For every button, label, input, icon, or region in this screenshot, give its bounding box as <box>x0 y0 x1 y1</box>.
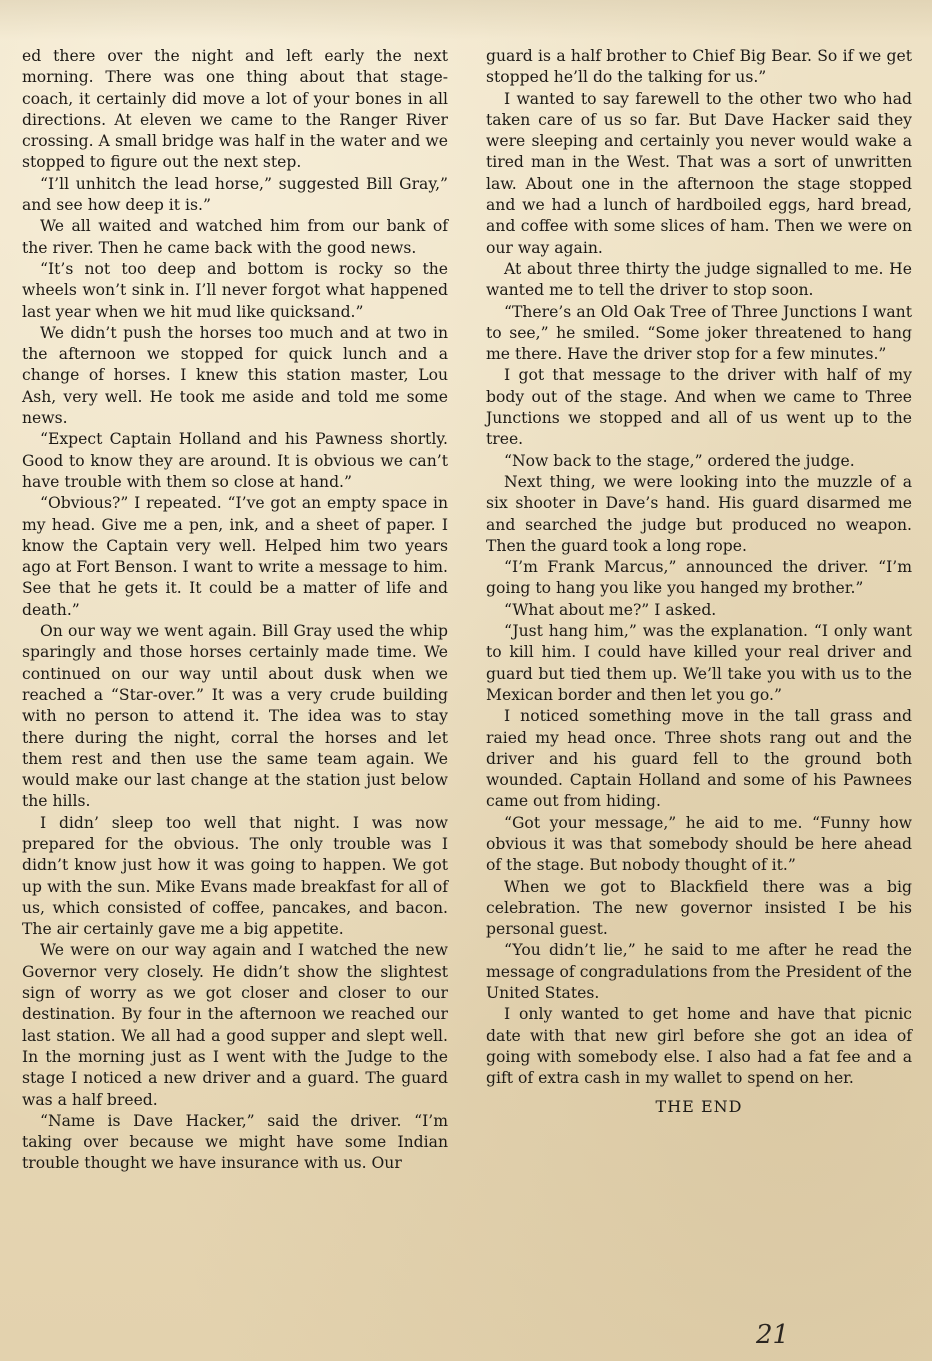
story-paragraph: “Expect Captain Holland and his Pawness shortly. Good to know they are around. It is obvious we can’t have trouble with them so close at hand.” <box>22 430 448 491</box>
story-paragraph: I only wanted to get home and have that picnic date with that new girl before she got an idea of going with somebody else. I also had a fat fee and a gift of extra cash in my wallet to spend on her. <box>486 1005 912 1088</box>
story-paragraph: We were on our way again and I watched the new Governor very closely. He didn’t show the slightest sign of worry as we got closer and closer to our destination. By four in the afternoon we reached our last station. We all had a good supper and slept well. In the morning just as I went with the Judge to the stage I noticed a new driver and a guard. The guard was a half breed. <box>22 941 448 1109</box>
story-paragraph: At about three thirty the judge signalled to me. He wanted me to tell the driver to stop soon. <box>486 259 912 300</box>
right-column-paragraphs <box>486 46 912 1090</box>
page-number: 21 <box>756 1320 790 1350</box>
story-paragraph: “Got your message,” he aid to me. “Funny how obvious it was that somebody should be here ahead of the stage. But nobody thought of it.” <box>486 813 912 875</box>
the-end-label: THE END <box>655 1096 743 1116</box>
story-paragraph: “What about me?” I asked. <box>504 600 717 619</box>
story-paragraph: “Just hang him,” was the explanation. “I only want to kill him. I could have killed your real driver and guard but tied them up. We’ll take you with us to the Mexican border and then let you go.” <box>486 622 912 704</box>
story-paragraph: ed there over the night and left early the next morning. There was one thing about that stage-coach, it certainly did move a lot of your bones in all directions. At eleven we came to the Ranger River crossing. A small bridge was half in the water and we stopped to figure out the next step. <box>22 47 448 172</box>
story-paragraph: “It’s not too deep and bottom is rocky so the wheels won’t sink in. I’ll never forgot what happened last year when we hit mud like quicksand.” <box>22 259 448 321</box>
story-paragraph: We all waited and watched him from our bank of the river. Then he came back with the good news. <box>22 217 448 257</box>
story-paragraph: “There’s an Old Oak Tree of Three Junctions I want to see,” he smiled. “Some joker threatened to hang me there. Have the driver stop for a few minutes.” <box>486 302 912 364</box>
story-paragraph: “Obvious?” I repeated. “I’ve got an empty space in my head. Give me a pen, ink, and a sheet of paper. I know the Captain very well. Helped him two years ago at Fort Benson. I want to write a message to him. See that he gets it. It could be a matter of life and death.” <box>22 494 448 619</box>
story-paragraph: I wanted to say farewell to the other two who had taken care of us so far. But Dave Hacker said they were sleeping and certainly you never would wake a tired man in the West. That was a sort of unwritten law. About one in the afternoon the stage stopped and we had a lunch of hardboiled eggs, hard bread, and coffee with some slices of ham. Then we were on our way again. <box>486 89 912 257</box>
story-paragraph: On our way we went again. Bill Gray used the whip sparingly and those horses certainly made time. We continued on our way until about dusk when we reached a “Star-over.” It was a very crude building with no person to attend it. The idea was to stay there during the night, corral the horses and let them rest and then use the same team again. We would make our last change at the station just below the hills. <box>22 622 448 811</box>
story-paragraph: “Name is Dave Hacker,” said the driver. “I’m taking over because we might have some Indian trouble thought we have insurance with us. Our <box>22 1111 448 1173</box>
story-paragraph: We didn’t push the horses too much and at two in the afternoon we stopped for quick lunch and a change of horses. I knew this station master, Lou Ash, very well. He took me aside and told me some news. <box>22 323 448 428</box>
story-paragraph: “Now back to the stage,” ordered the judge. <box>504 451 855 470</box>
right-text-column <box>486 46 912 1117</box>
story-paragraph: “You didn’t lie,” he said to me after he read the message of congradulations from the President of the United States. <box>486 941 912 1003</box>
story-paragraph: I didn’ sleep too well that night. I was now prepared for the obvious. The only trouble was I didn’t know just how it was going to happen. We got up with the sun. Mike Evans made breakfast for all of us, which consisted of coffee, pancakes, and bacon. The air certainly gave me a big appetite. <box>22 813 448 939</box>
top-edge-artwork-remnant <box>0 0 932 40</box>
story-paragraph: Next thing, we were looking into the muzzle of a six shooter in Dave’s hand. His guard disarmed me and searched the judge but produced no weapon. Then the guard took a long rope. <box>486 472 912 555</box>
story-paragraph: “I’ll unhitch the lead horse,” suggested Bill Gray,” and see how deep it is.” <box>22 174 448 215</box>
story-paragraph: When we got to Blackfield there was a big celebration. The new governor insisted I be his personal guest. <box>486 877 912 939</box>
story-paragraph: I got that message to the driver with half of my body out of the stage. And when we came to Three Junctions we stopped and all of us went up to the tree. <box>486 366 912 449</box>
story-paragraph: I noticed something move in the tall grass and raied my head once. Three shots rang out and the driver and his guard fell to the ground both wounded. Captain Holland and some of his Pawnees came out from hiding. <box>486 707 912 811</box>
story-paragraph: “I’m Frank Marcus,” announced the driver. “I’m going to hang you like you hanged my brother.” <box>486 558 912 598</box>
left-text-column <box>22 46 448 1175</box>
story-paragraph: guard is a half brother to Chief Big Bear. So if we get stopped he’ll do the talking for us.” <box>486 47 912 87</box>
